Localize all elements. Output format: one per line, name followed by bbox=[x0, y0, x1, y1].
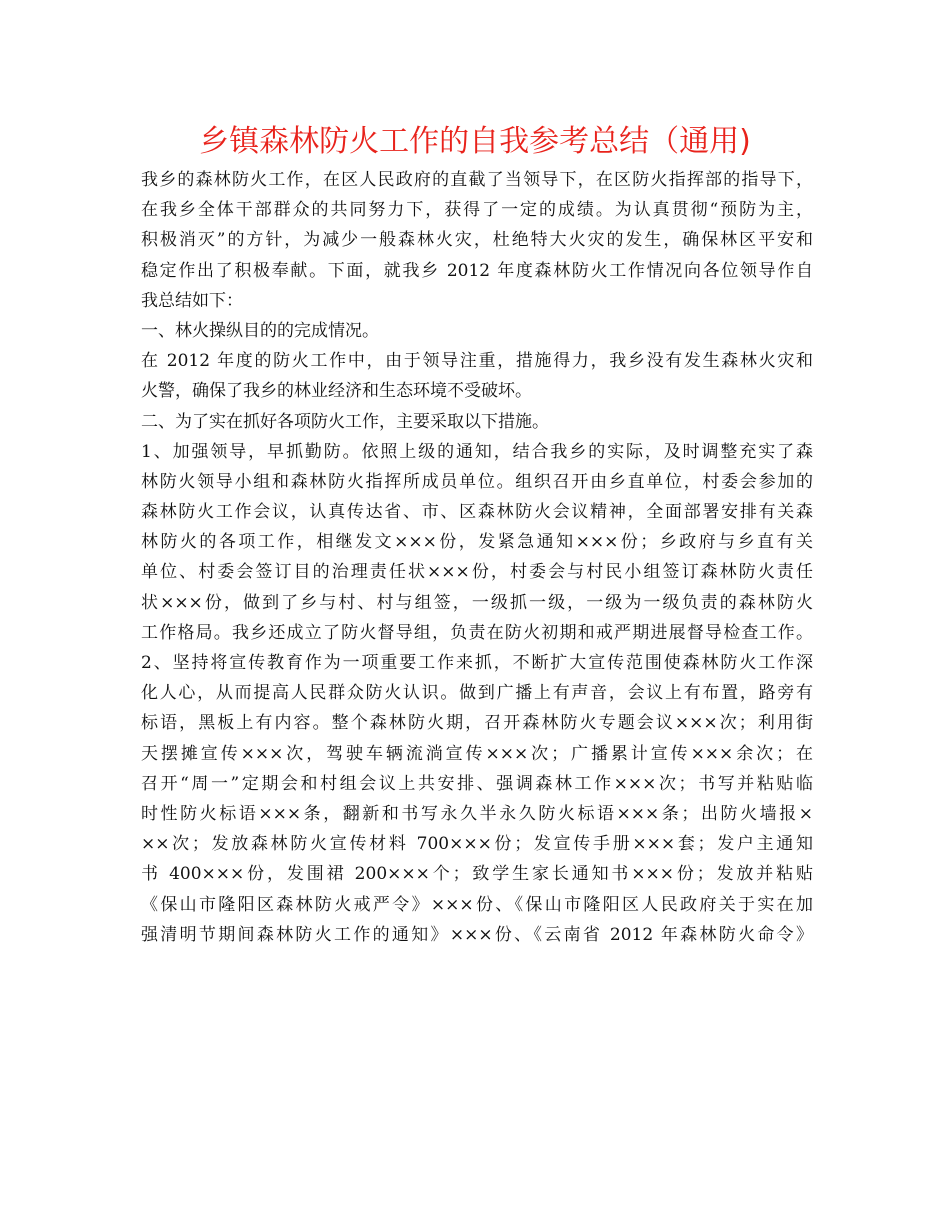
body-line: 稳定作出了积极奉献。下面，就我乡 2012 年度森林防火工作情况向各位领导作自 bbox=[141, 260, 813, 281]
body-line: 状×××份，做到了乡与村、村与组签，一级抓一级，一级为一级负责的森林防火 bbox=[141, 592, 813, 613]
body-line: 工作格局。我乡还成立了防火督导组，负责在防火初期和戒严期进展督导检查工作。 bbox=[141, 622, 813, 643]
document-body bbox=[141, 165, 813, 950]
body-line: 标语，黑板上有内容。整个森林防火期，召开森林防火专题会议×××次；利用街 bbox=[141, 713, 813, 734]
body-line: 单位、村委会签订目的治理责任状×××份，村委会与村民小组签订森林防火责任 bbox=[141, 562, 813, 583]
body-line: 化人心，从而提高人民群众防火认识。做到广播上有声音，会议上有布置，路旁有 bbox=[141, 683, 813, 704]
body-line: 时性防火标语×××条，翻新和书写永久半永久防火标语×××条；出防火墙报× bbox=[141, 803, 813, 824]
document-title: 乡镇森林防火工作的自我参考总结（通用) bbox=[199, 124, 751, 159]
body-line: 森林防火工作会议，认真传达省、市、区森林防火会议精神，全面部署安排有关森 bbox=[141, 502, 813, 523]
body-line: 林防火的各项工作，相继发文×××份，发紧急通知×××份；乡政府与乡直有关 bbox=[141, 532, 813, 553]
body-line: 我总结如下： bbox=[141, 290, 243, 311]
body-line: 《保山市隆阳区森林防火戒严令》×××份、《保山市隆阳区人民政府关于实在加 bbox=[141, 894, 813, 915]
body-line: 2、坚持将宣传教育作为一项重要工作来抓，不断扩大宣传范围使森林防火工作深 bbox=[141, 653, 813, 673]
body-line: 在我乡全体干部群众的共同努力下，获得了一定的成绩。为认真贯彻“预防为主， bbox=[141, 200, 813, 221]
body-line: 在 2012 年度的防火工作中，由于领导注重，措施得力，我乡没有发生森林火灾和 bbox=[141, 351, 813, 372]
body-line: 召开“周一”定期会和村组会议上共安排、强调森林工作×××次；书写并粘贴临 bbox=[141, 773, 813, 794]
body-line: 强清明节期间森林防火工作的通知》×××份、《云南省 2012 年森林防火命令》 bbox=[141, 924, 813, 945]
body-line: 积极消灭”的方针，为减少一般森林火灾，杜绝特大火灾的发生，确保林区平安和 bbox=[141, 230, 813, 251]
body-line: 火警，确保了我乡的林业经济和生态环境不受破坏。 bbox=[141, 381, 532, 402]
section-heading: 二、为了实在抓好各项防火工作，主要采取以下措施。 bbox=[141, 411, 549, 432]
body-line: 林防火领导小组和森林防火指挥所成员单位。组织召开由乡直单位，村委会参加的 bbox=[141, 471, 813, 492]
body-line: 天摆摊宣传×××次，驾驶车辆流淌宣传×××次；广播累计宣传×××余次；在 bbox=[141, 743, 813, 764]
body-line: 书 400×××份，发围裙 200×××个；致学生家长通知书×××份；发放并粘贴 bbox=[141, 864, 813, 885]
body-line: ××次；发放森林防火宣传材料 700×××份；发宣传手册×××套；发户主通知 bbox=[141, 834, 813, 855]
body-line: 我乡的森林防火工作，在区人民政府的直截了当领导下，在区防火指挥部的指导下， bbox=[141, 170, 813, 190]
section-heading: 一、林火操纵目的的完成情况。 bbox=[141, 320, 379, 341]
body-line: 1、加强领导，早抓勤防。依照上级的通知，结合我乡的实际，及时调整充实了森 bbox=[141, 441, 813, 462]
